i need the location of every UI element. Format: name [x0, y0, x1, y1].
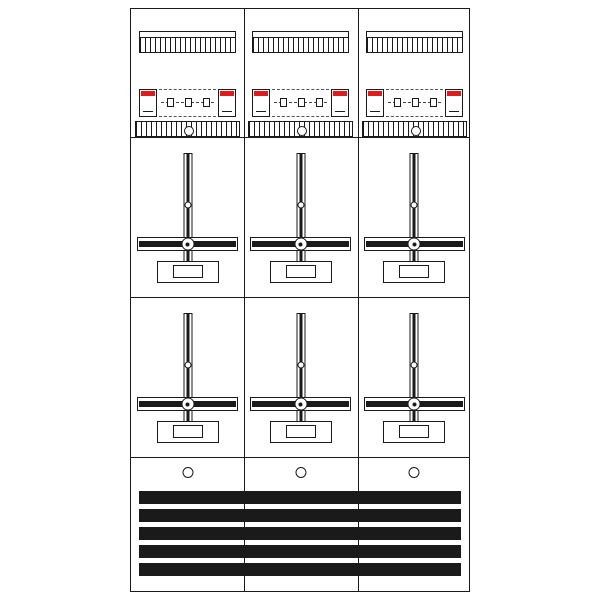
meter-hub-icon — [408, 398, 421, 411]
meter-vertical-rail-core — [186, 313, 189, 433]
meter-plate-window — [399, 425, 429, 438]
terminal-nub — [430, 98, 437, 107]
mount-point-icon — [297, 202, 304, 209]
busbar-band — [139, 509, 461, 522]
meter-plate-window — [286, 425, 316, 438]
meter-hub-icon — [408, 238, 421, 251]
breaker-indicator-red — [447, 91, 461, 96]
enclosure — [130, 8, 470, 592]
meter-hub-icon — [294, 398, 307, 411]
screw-icon — [295, 467, 306, 478]
breaker-middle-section — [159, 89, 216, 117]
terminal-comb-bottom — [362, 121, 467, 137]
breaker-row — [366, 89, 463, 117]
breaker-indicator-red — [254, 91, 268, 96]
terminal-nub — [280, 98, 287, 107]
meter-plate-window — [399, 265, 429, 278]
breaker-indicator-red — [333, 91, 347, 96]
breaker-right[interactable] — [445, 89, 463, 117]
meter-hub-icon — [181, 238, 194, 251]
breaker-lever — [370, 111, 380, 112]
meter-vertical-rail-core — [186, 153, 189, 273]
terminal-comb-top — [252, 31, 349, 53]
meter-mount-lower[interactable] — [131, 309, 244, 459]
breaker-middle-section — [272, 89, 329, 117]
breaker-lever — [449, 111, 459, 112]
breaker-middle-section — [386, 89, 443, 117]
breaker-lever — [222, 111, 232, 112]
terminal-comb-top — [366, 31, 463, 53]
section-separator — [131, 297, 469, 298]
mount-point-icon — [184, 202, 191, 209]
breaker-left[interactable] — [139, 89, 157, 117]
meter-vertical-rail-core — [413, 153, 416, 273]
busbar-band — [139, 491, 461, 504]
terminal-nub — [203, 98, 210, 107]
breaker-right[interactable] — [218, 89, 236, 117]
screw-icon — [184, 126, 194, 136]
breaker-right[interactable] — [331, 89, 349, 117]
meter-vertical-rail-core — [299, 313, 302, 433]
breaker-indicator-red — [368, 91, 382, 96]
mount-point-icon — [411, 202, 418, 209]
terminal-comb-bottom — [248, 121, 353, 137]
mount-point-icon — [411, 362, 418, 369]
meter-plate-window — [173, 265, 203, 278]
screw-icon — [409, 467, 420, 478]
terminal-nub — [298, 98, 305, 107]
meter-mount-upper[interactable] — [358, 149, 471, 299]
meter-hub-icon — [294, 238, 307, 251]
meter-vertical-rail-core — [299, 153, 302, 273]
terminal-nub — [167, 98, 174, 107]
meter-plate-window — [173, 425, 203, 438]
busbar-section — [139, 491, 461, 577]
comb-teeth — [140, 37, 235, 52]
terminal-nub — [412, 98, 419, 107]
breaker-lever — [335, 111, 345, 112]
meter-mount-upper[interactable] — [131, 149, 244, 299]
breaker-left[interactable] — [252, 89, 270, 117]
breaker-row — [252, 89, 349, 117]
breaker-indicator-red — [141, 91, 155, 96]
busbar-band — [139, 527, 461, 540]
meter-mount-upper[interactable] — [244, 149, 357, 299]
busbar-band — [139, 545, 461, 558]
mount-point-icon — [297, 362, 304, 369]
breaker-lever — [143, 111, 153, 112]
breaker-indicator-red — [220, 91, 234, 96]
mount-point-icon — [184, 362, 191, 369]
meter-mount-lower[interactable] — [358, 309, 471, 459]
breaker-lever — [256, 111, 266, 112]
meter-plate-window — [286, 265, 316, 278]
comb-teeth — [253, 37, 348, 52]
terminal-comb-top — [139, 31, 236, 53]
breaker-row — [139, 89, 236, 117]
terminal-nub — [185, 98, 192, 107]
screw-icon — [411, 126, 421, 136]
busbar-band — [139, 563, 461, 576]
terminal-nub — [394, 98, 401, 107]
screw-icon — [182, 467, 193, 478]
terminal-nub — [316, 98, 323, 107]
section-separator — [131, 137, 469, 138]
comb-teeth — [367, 37, 462, 52]
breaker-left[interactable] — [366, 89, 384, 117]
section-separator — [131, 457, 469, 458]
terminal-comb-bottom — [135, 121, 240, 137]
meter-vertical-rail-core — [413, 313, 416, 433]
meter-mount-lower[interactable] — [244, 309, 357, 459]
meter-hub-icon — [181, 398, 194, 411]
